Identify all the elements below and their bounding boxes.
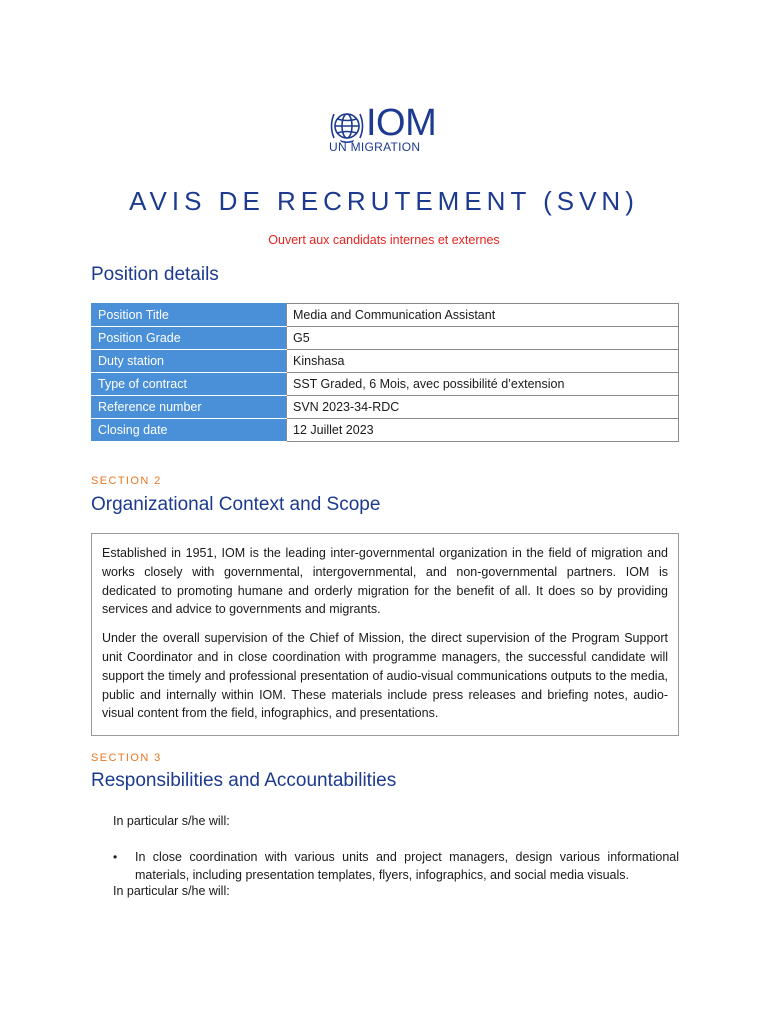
row-value: SVN 2023-34-RDC <box>287 396 679 419</box>
row-value: Media and Communication Assistant <box>287 304 679 327</box>
row-label: Position Grade <box>92 327 287 350</box>
bullet-icon: • <box>113 850 118 864</box>
table-row <box>92 419 679 442</box>
position-details-heading: Position details <box>91 264 219 285</box>
section-3-label: SECTION 3 <box>91 752 162 764</box>
table-row <box>92 396 679 419</box>
section-3-heading: Responsibilities and Accountabilities <box>91 770 397 791</box>
document-title: AVIS DE RECRUTEMENT (SVN) <box>129 186 639 216</box>
responsibilities-intro-repeat: In particular s/he will: <box>113 884 230 898</box>
logo-wordmark: IOM <box>366 102 437 144</box>
list-item <box>113 848 679 884</box>
position-details-table <box>91 303 679 442</box>
iom-logo <box>328 102 448 156</box>
responsibilities-list <box>113 848 679 884</box>
table-row <box>92 327 679 350</box>
context-paragraph: Established in 1951, IOM is the leading inter-governmental organization in the field of migration and works closely with governmental, intergovernmental, and non-governmental partners. IOM is dedicated to promoting humane and orderly migration for the benefit of all. It does so by providing services and advice to governments and migrants. <box>102 546 668 617</box>
row-value: SST Graded, 6 Mois, avec possibilité d’extension <box>287 373 679 396</box>
context-paragraph: Under the overall supervision of the Chief of Mission, the direct supervision of the Program Support unit Coordinator and in close coordination with programme managers, the successful candidate will support the timely and professional presentation of audio-visual communications outputs to the media, public and internally within IOM. These materials include press releases and briefing notes, audio-visual content from the field, infographics, and presentations. <box>102 631 668 721</box>
section-2-heading: Organizational Context and Scope <box>91 494 381 515</box>
logo-subtitle: UN MIGRATION <box>329 140 421 154</box>
table-row <box>92 350 679 373</box>
row-value: 12 Juillet 2023 <box>287 419 679 442</box>
iom-globe-emblem-icon <box>328 108 366 144</box>
section-2-label: SECTION 2 <box>91 475 162 487</box>
row-label: Closing date <box>92 419 287 442</box>
row-label: Reference number <box>92 396 287 419</box>
row-label: Type of contract <box>92 373 287 396</box>
row-label: Duty station <box>92 350 287 373</box>
row-label: Position Title <box>92 304 287 327</box>
table-row <box>92 304 679 327</box>
document-subtitle: Ouvert aux candidats internes et externes <box>268 233 500 247</box>
table-row <box>92 373 679 396</box>
row-value: G5 <box>287 327 679 350</box>
responsibilities-intro: In particular s/he will: <box>113 814 230 828</box>
organizational-context-box <box>91 533 679 736</box>
row-value: Kinshasa <box>287 350 679 373</box>
list-item-text: In close coordination with various units and project managers, design various informational materials, including presentation templates, flyers, infographics, and social media visuals. <box>135 850 679 882</box>
